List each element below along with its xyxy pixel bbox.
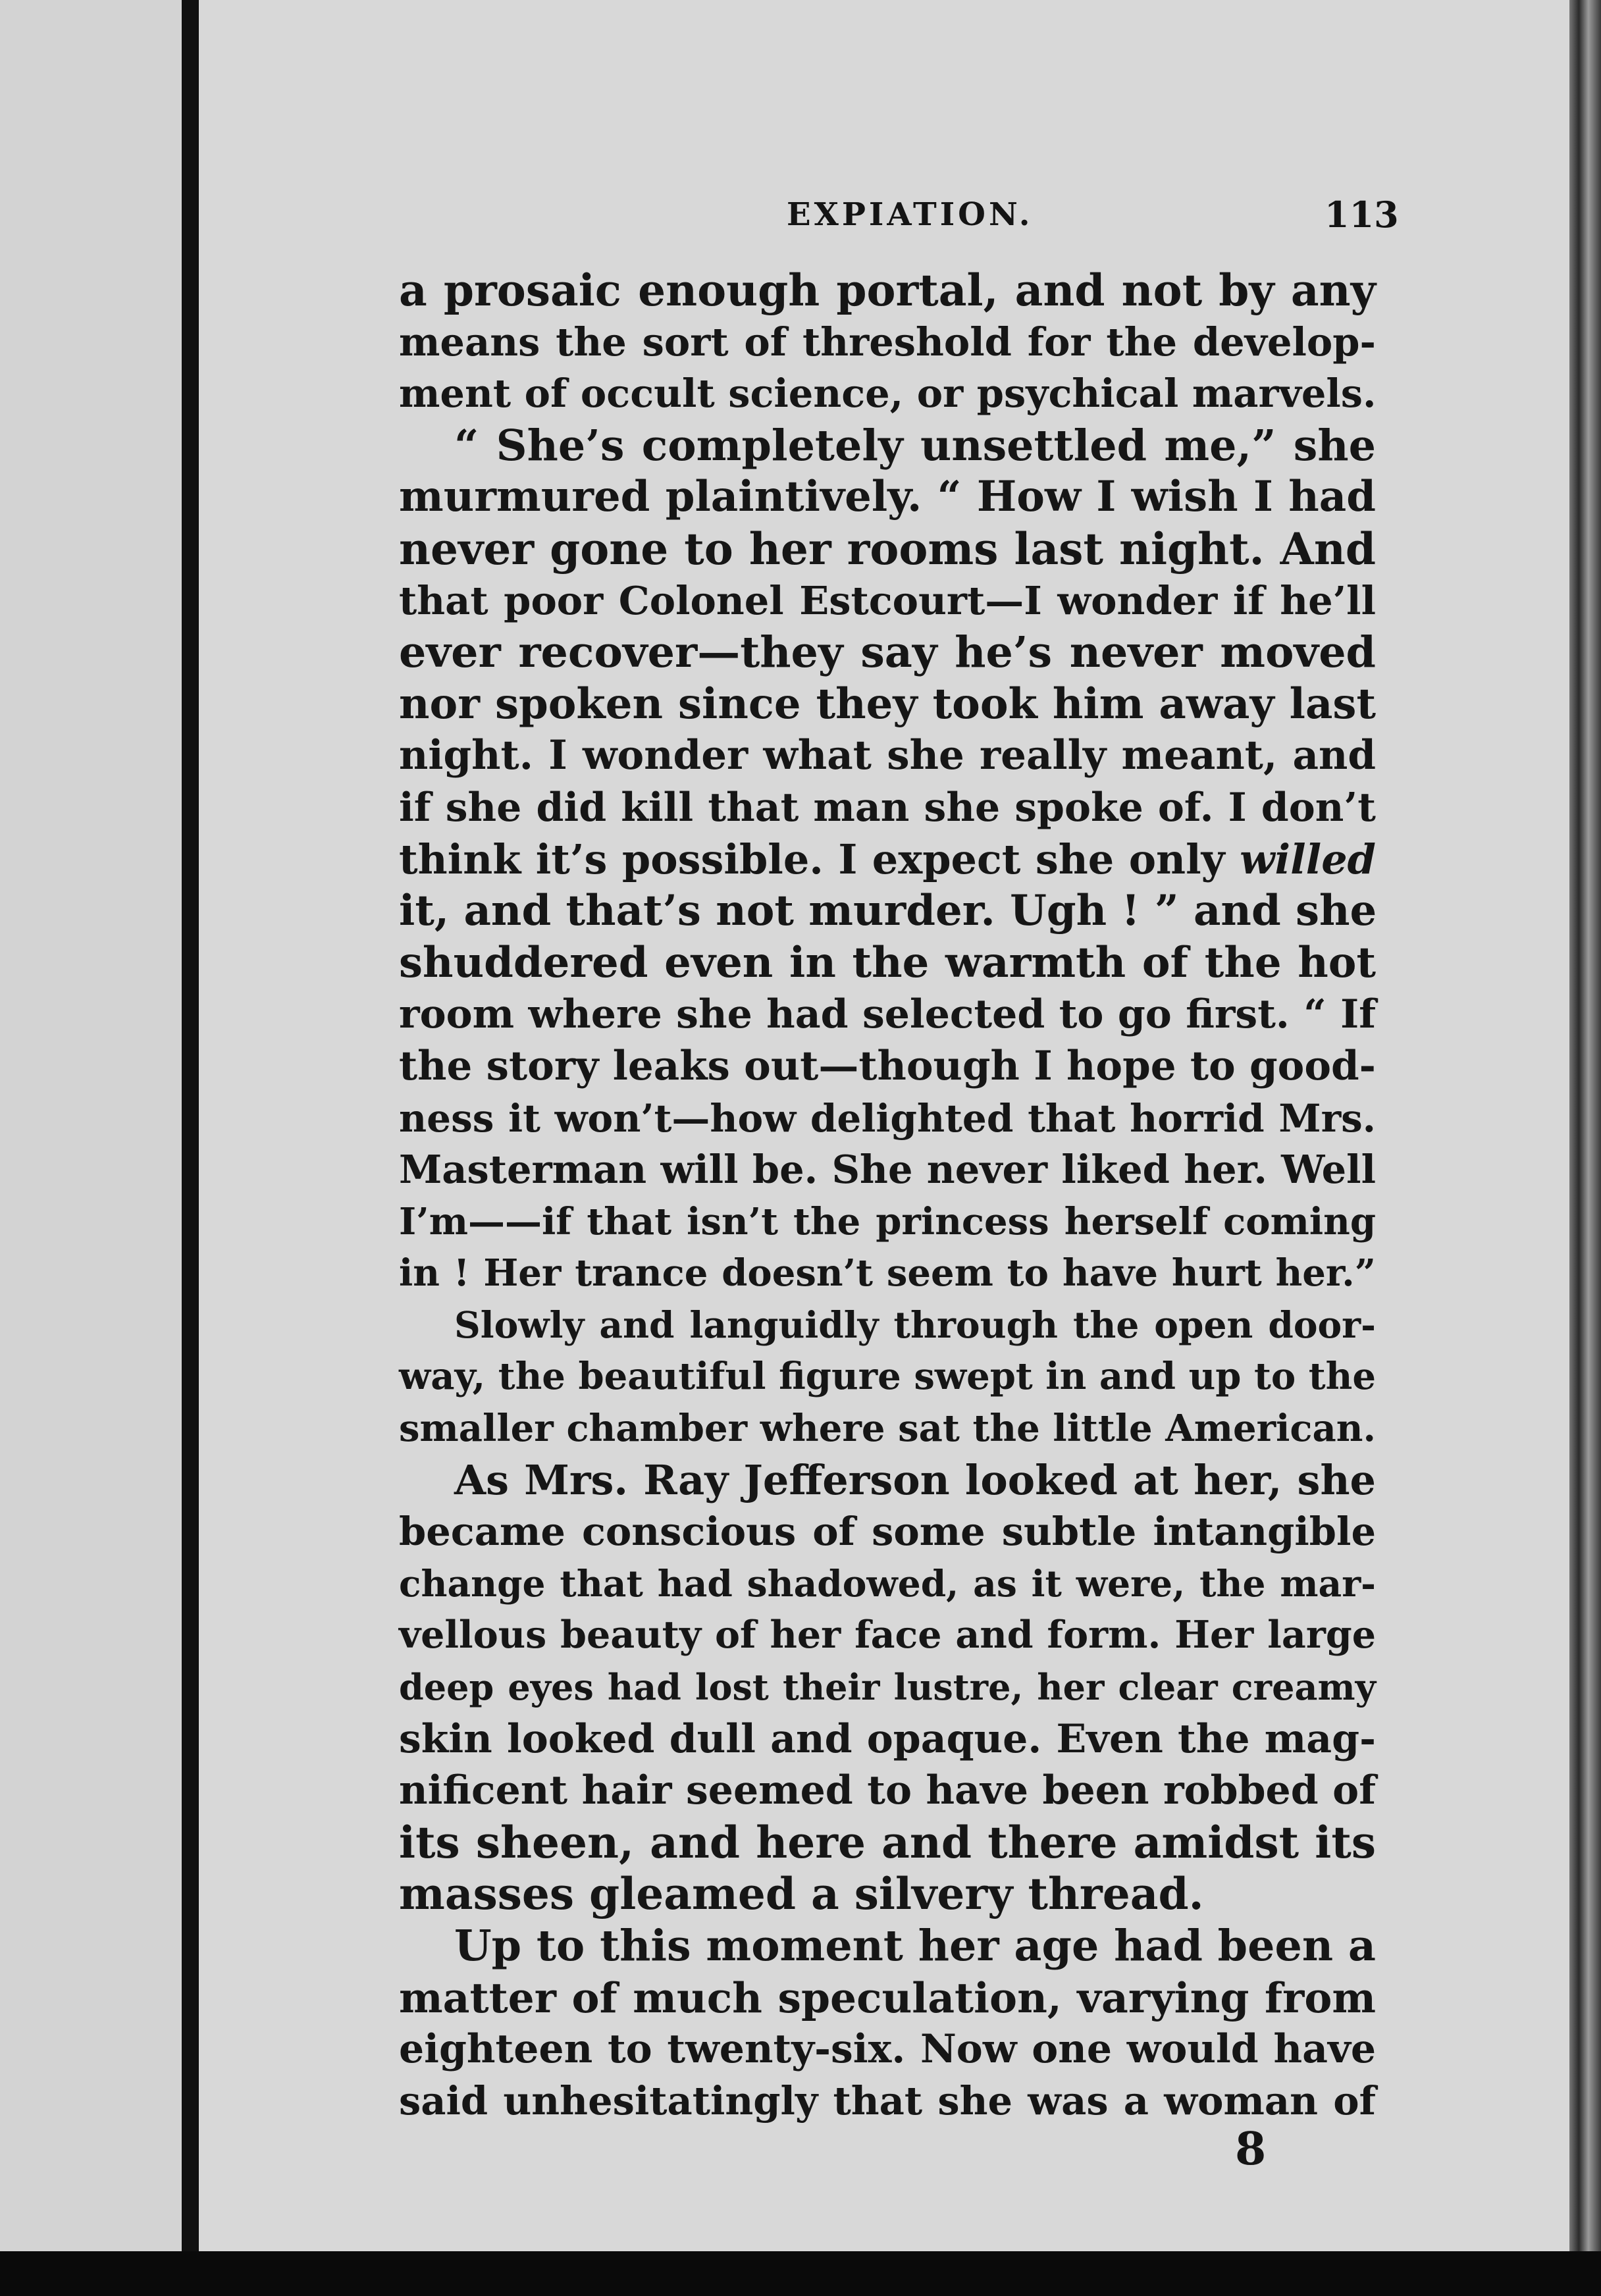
- text-line-part: think it’s possible. I expect she only: [399, 835, 1225, 883]
- text-line: if she did kill that man she spoke of. I don’t: [399, 784, 1376, 831]
- text-line: became conscious of some subtle intangible: [399, 1509, 1376, 1555]
- text-line: ness it won’t—how delighted that horrid Mrs.: [399, 1095, 1376, 1141]
- text-line: matter of much speculation, varying from: [399, 1973, 1376, 2022]
- text-line: Slowly and languidly through the open door-: [454, 1303, 1376, 1346]
- text-line: ever recover—they say he’s never moved: [399, 627, 1376, 678]
- text-line: masses gleamed a silvery thread.: [399, 1868, 1204, 1920]
- text-line: smaller chamber where sat the little American.: [399, 1407, 1376, 1451]
- text-line: the story leaks out—though I hope to good-: [399, 1042, 1376, 1089]
- text-line: a prosaic enough portal, and not by any: [399, 265, 1376, 316]
- text-line: nor spoken since they took him away last: [399, 679, 1376, 729]
- signature-mark: 8: [1235, 2123, 1267, 2176]
- text-line-with-italic: [399, 834, 1376, 886]
- text-line: night. I wonder what she really meant, and: [399, 732, 1376, 779]
- text-line: means the sort of threshold for the develop-: [399, 319, 1376, 365]
- text-line: way, the beautiful figure swept in and up to the: [399, 1355, 1376, 1399]
- gutter-shadow: [182, 0, 199, 2251]
- left-page-margin: [0, 0, 182, 2251]
- text-line: As Mrs. Ray Jefferson looked at her, she: [454, 1455, 1376, 1504]
- text-line: never gone to her rooms last night. And: [399, 523, 1376, 575]
- italic-word: willed: [1240, 835, 1376, 883]
- body-text: [399, 265, 1376, 2127]
- text-line: murmured plaintively. “ How I wish I had: [399, 472, 1376, 522]
- text-line: nificent hair seemed to have been robbed of: [399, 1767, 1376, 1814]
- scan-border: [0, 2251, 1601, 2296]
- page-edge: [1569, 0, 1601, 2251]
- text-line: ment of occult science, or psychical marvels.: [399, 371, 1377, 417]
- text-line: “ She’s completely unsettled me,” she: [454, 420, 1376, 471]
- text-line: said unhesitatingly that she was a woman of: [399, 2077, 1376, 2124]
- text-line: shuddered even in the warmth of the hot: [399, 937, 1376, 987]
- text-line: Masterman will be. She never liked her. Well: [399, 1147, 1376, 1193]
- text-line: room where she had selected to go first. “ If: [399, 991, 1376, 1038]
- text-line: vellous beauty of her face and form. Her large: [399, 1613, 1376, 1657]
- text-line: I’m——if that isn’t the princess herself coming: [399, 1199, 1376, 1243]
- text-line: Up to this moment her age had been a: [454, 1921, 1376, 1971]
- text-line: it, and that’s not murder. Ugh ! ” and she: [399, 886, 1377, 936]
- running-head: EXPIATION.: [787, 196, 1034, 233]
- text-line: eighteen to twenty-six. Now one would have: [399, 2026, 1376, 2073]
- text-line: its sheen, and here and there amidst its: [399, 1816, 1376, 1868]
- page-number: 113: [1325, 194, 1399, 236]
- text-line: skin looked dull and opaque. Even the mag-: [399, 1715, 1376, 1762]
- text-line: in ! Her trance doesn’t seem to have hurt her.”: [399, 1251, 1376, 1295]
- text-line: change that had shadowed, as it were, the mar-: [399, 1561, 1376, 1605]
- text-line: that poor Colonel Estcourt—I wonder if he’ll: [399, 577, 1376, 623]
- text-line: deep eyes had lost their lustre, her clear creamy: [399, 1666, 1376, 1709]
